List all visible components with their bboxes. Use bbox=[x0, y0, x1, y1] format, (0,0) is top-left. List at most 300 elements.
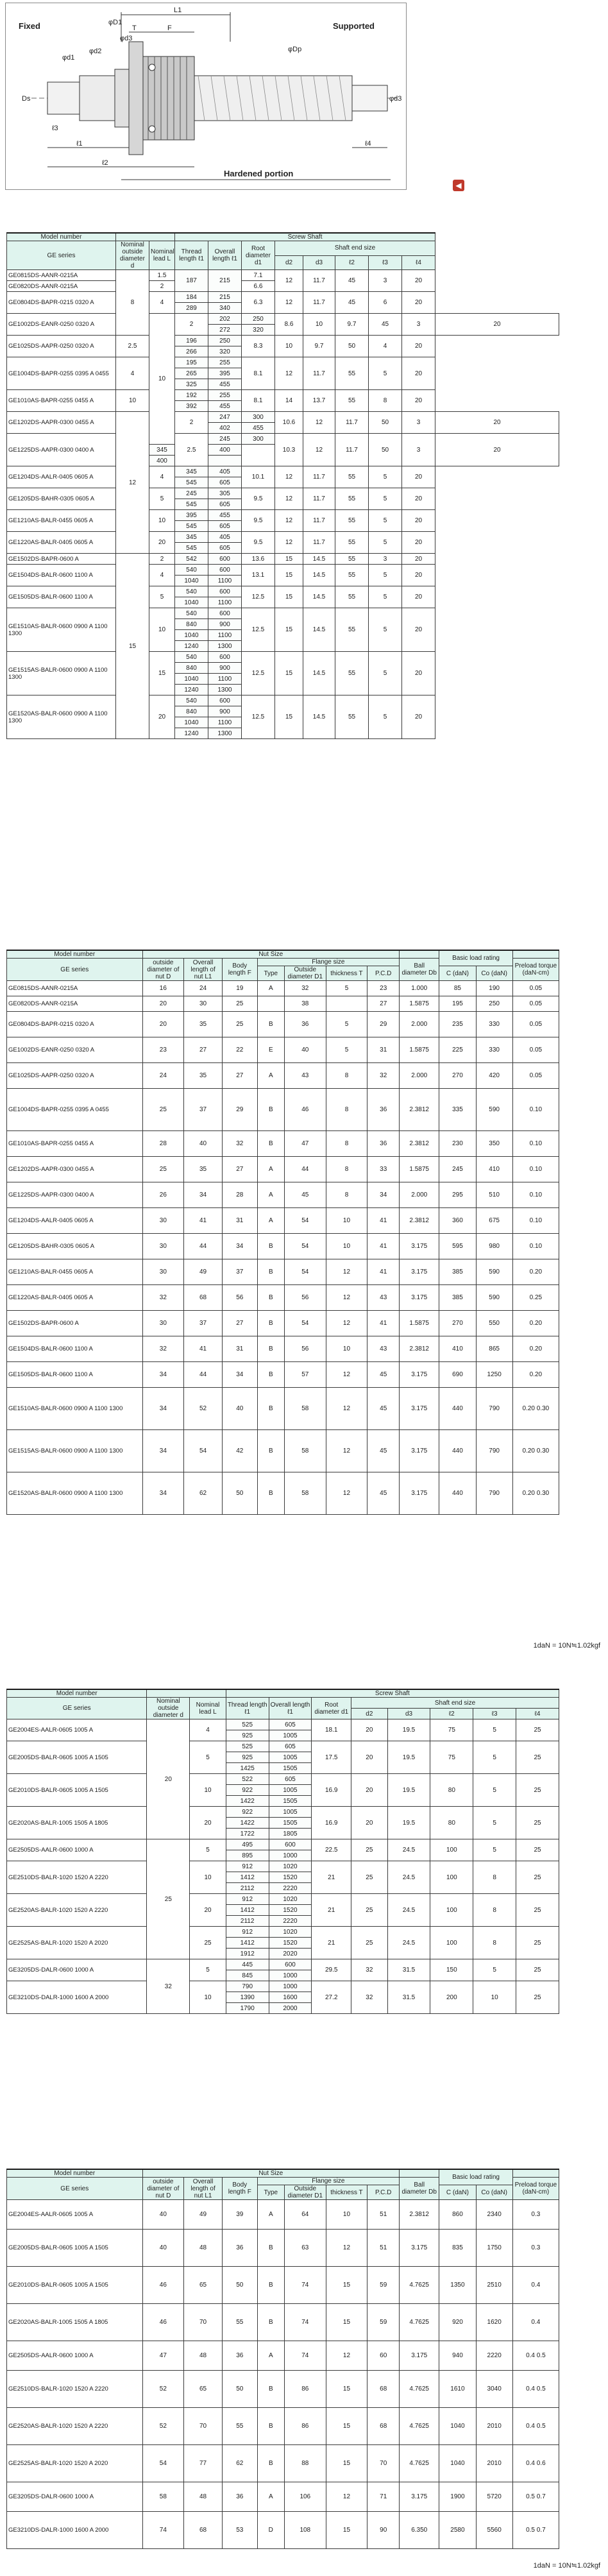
model-number-cell: GE2004ES-AALR-0605 1005 A bbox=[7, 1719, 147, 1741]
nominal-diameter-cell: 32 bbox=[147, 1959, 190, 2014]
load-co-cell: 865 bbox=[476, 1336, 512, 1362]
outside-diameter-cell: 32 bbox=[142, 1336, 184, 1362]
header-flange-od: Outside diameter D1 bbox=[284, 966, 326, 981]
d3-cell: 31.5 bbox=[387, 1959, 430, 1981]
load-co-cell: 350 bbox=[476, 1131, 512, 1157]
overall-length-cell: 2000 bbox=[269, 2003, 312, 2014]
l3-cell: 8 bbox=[473, 1927, 516, 1959]
thread-length-cell: 1412 bbox=[226, 1872, 269, 1883]
nominal-diameter-cell: 10 bbox=[149, 314, 175, 445]
overall-length-cell: 600 bbox=[269, 1959, 312, 1970]
thickness-cell: 12 bbox=[326, 1285, 367, 1311]
nominal-lead-cell: 10 bbox=[149, 510, 175, 532]
overall-length-cell: 605 bbox=[208, 477, 242, 488]
overall-length-cell: 600 bbox=[208, 554, 242, 565]
flange-od-cell: 56 bbox=[284, 1285, 326, 1311]
overall-length-cell: 2020 bbox=[269, 1949, 312, 1959]
header-nut-size: Nut Size bbox=[142, 2169, 400, 2178]
preload-cell: 0.10 bbox=[512, 1234, 559, 1259]
thread-length-cell: 495 bbox=[226, 1839, 269, 1850]
nominal-lead-cell: 2 bbox=[175, 412, 208, 434]
overall-length-cell: 1805 bbox=[269, 1829, 312, 1839]
type-cell: B bbox=[257, 2304, 284, 2341]
body-length-cell: 42 bbox=[222, 1430, 257, 1472]
header-root-diameter: Root diameter d1 bbox=[312, 1698, 351, 1719]
thread-length-cell: 912 bbox=[226, 1894, 269, 1905]
model-number-cell: GE3210DS-DALR-1000 1600 A 2000 bbox=[7, 2512, 143, 2549]
thickness-cell: 5 bbox=[326, 981, 367, 996]
ball-diameter-cell: 2.000 bbox=[400, 1063, 439, 1089]
d2-cell: 12 bbox=[275, 466, 303, 488]
overall-length-cell: 605 bbox=[208, 499, 242, 510]
overall-length-cell: 1300 bbox=[208, 685, 242, 695]
d3-cell: 9.7 bbox=[303, 336, 335, 357]
type-cell: B bbox=[257, 1089, 284, 1131]
thread-length-cell: 192 bbox=[175, 390, 208, 401]
l2-cell: 55 bbox=[335, 554, 369, 565]
load-c-cell: 440 bbox=[439, 1472, 476, 1515]
l3-cell: 5 bbox=[369, 357, 402, 390]
preload-cell: 0.10 bbox=[512, 1208, 559, 1234]
l4-cell: 25 bbox=[516, 1807, 559, 1839]
nominal-lead-cell: 5 bbox=[149, 586, 175, 608]
overall-length-cell: 1520 bbox=[269, 1938, 312, 1949]
preload-cell: 0.3 bbox=[512, 2230, 559, 2267]
l4-cell: 20 bbox=[402, 488, 435, 510]
flange-od-cell: 40 bbox=[284, 1037, 326, 1063]
root-diameter-cell: 10.6 bbox=[275, 412, 303, 434]
l4-cell: 20 bbox=[402, 554, 435, 565]
header-basic-load: Basic load rating bbox=[439, 950, 512, 966]
overall-length-cell: 70 bbox=[184, 2304, 223, 2341]
l2-cell: 55 bbox=[335, 565, 369, 586]
outside-diameter-cell: 34 bbox=[142, 1388, 184, 1430]
preload-cell: 0.4 0.6 bbox=[512, 2445, 559, 2482]
thickness-cell: 15 bbox=[326, 2371, 367, 2408]
l4-cell: 20 bbox=[402, 466, 435, 488]
overall-length-cell: 1005 bbox=[269, 1785, 312, 1796]
model-number-cell: GE1225DS-AAPR-0300 0400 A bbox=[7, 1182, 143, 1208]
overall-length-cell: 62 bbox=[184, 1472, 223, 1515]
ball-diameter-cell: 4.7625 bbox=[400, 2408, 439, 2445]
l2-cell: 150 bbox=[430, 1959, 473, 1981]
overall-length-cell: 255 bbox=[208, 390, 242, 401]
l2-cell: 55 bbox=[335, 357, 369, 390]
load-c-cell: 195 bbox=[439, 996, 476, 1012]
thread-length-cell: 1412 bbox=[226, 1905, 269, 1916]
supported-label: Supported bbox=[333, 21, 375, 31]
d3-cell: 9.7 bbox=[335, 314, 369, 336]
nominal-lead-cell: 20 bbox=[190, 1807, 226, 1839]
load-c-cell: 245 bbox=[439, 1157, 476, 1182]
header-shaft-end-size: Shaft end size bbox=[351, 1698, 559, 1709]
l2-cell: 55 bbox=[335, 390, 369, 412]
preload-cell: 0.05 bbox=[512, 1012, 559, 1037]
nominal-lead-cell: 4 bbox=[149, 292, 175, 314]
model-number-cell: GE0820DS-AANR-0215A bbox=[7, 281, 116, 292]
root-cell: 17.5 bbox=[312, 1741, 351, 1774]
dim-d2-label: φd2 bbox=[89, 47, 102, 55]
pcd-cell: 45 bbox=[367, 1388, 400, 1430]
l4-cell: 20 bbox=[402, 532, 435, 554]
d2-cell: 20 bbox=[351, 1719, 388, 1741]
header-co: Co (daN) bbox=[476, 966, 512, 981]
d2-cell: 20 bbox=[351, 1741, 388, 1774]
nominal-lead-cell: 4 bbox=[190, 1719, 226, 1741]
l4-cell: 20 bbox=[402, 357, 435, 390]
header-overall-length: Overall length of nut L1 bbox=[184, 2178, 223, 2200]
d3-cell: 14.5 bbox=[303, 652, 335, 695]
outside-diameter-cell: 46 bbox=[142, 2304, 184, 2341]
flange-od-cell: 44 bbox=[284, 1157, 326, 1182]
d2-cell: 12 bbox=[275, 292, 303, 314]
header-thread-length: Thread length ℓ1 bbox=[175, 241, 208, 270]
header-ball-diameter: Ball diameter Db bbox=[400, 2178, 439, 2200]
type-cell: B bbox=[257, 1336, 284, 1362]
header-body-length: Body length F bbox=[222, 2178, 257, 2200]
l3-cell: 8 bbox=[473, 1894, 516, 1927]
overall-length-cell: 455 bbox=[208, 379, 242, 390]
overall-length-cell: 215 bbox=[208, 270, 242, 292]
d3-cell: 11.7 bbox=[303, 466, 335, 488]
preload-cell: 0.5 0.7 bbox=[512, 2482, 559, 2512]
root-diameter-cell: 8.1 bbox=[242, 390, 275, 412]
header-blank bbox=[400, 950, 439, 959]
d2-cell: 10 bbox=[303, 314, 335, 336]
model-number-cell: GE1202DS-AAPR-0300 0455 A bbox=[7, 1157, 143, 1182]
header-blank bbox=[512, 950, 559, 959]
header-preload: Preload torque (daN-cm) bbox=[512, 959, 559, 981]
outside-diameter-cell: 52 bbox=[142, 2408, 184, 2445]
thread-length-cell: 392 bbox=[175, 401, 208, 412]
model-number-cell: GE2020AS-BALR-1005 1505 A 1805 bbox=[7, 1807, 147, 1839]
overall-length-cell: 1020 bbox=[269, 1861, 312, 1872]
l4-cell: 20 bbox=[402, 336, 435, 357]
d3-cell: 13.7 bbox=[303, 390, 335, 412]
pcd-cell: 27 bbox=[367, 996, 400, 1012]
load-co-cell: 590 bbox=[476, 1285, 512, 1311]
overall-length-cell: 250 bbox=[242, 314, 275, 325]
overall-length-cell: 600 bbox=[208, 586, 242, 597]
l3-cell: 5 bbox=[369, 695, 402, 739]
overall-length-cell: 215 bbox=[208, 292, 242, 303]
type-cell: A bbox=[257, 1182, 284, 1208]
d3-cell: 11.7 bbox=[303, 532, 335, 554]
overall-length-cell: 1100 bbox=[208, 597, 242, 608]
flange-od-cell: 56 bbox=[284, 1336, 326, 1362]
overall-length-cell: 300 bbox=[242, 434, 275, 445]
header-basic-load: Basic load rating bbox=[439, 2169, 512, 2185]
nominal-lead-cell: 5 bbox=[190, 1741, 226, 1774]
pcd-cell: 41 bbox=[367, 1259, 400, 1285]
thread-length-cell: 1040 bbox=[175, 630, 208, 641]
flange-od-cell: 74 bbox=[284, 2267, 326, 2304]
nominal-lead-cell: 1.5 bbox=[149, 270, 175, 281]
header-outside-diameter: outside diameter of nut D bbox=[142, 2178, 184, 2200]
body-length-cell: 31 bbox=[222, 1336, 257, 1362]
root-cell: 22.5 bbox=[312, 1839, 351, 1861]
thickness-cell: 12 bbox=[326, 1472, 367, 1515]
flange-od-cell: 58 bbox=[284, 1472, 326, 1515]
model-number-cell: GE2505DS-AALR-0600 1000 A bbox=[7, 2341, 143, 2371]
root-cell: 16.9 bbox=[312, 1807, 351, 1839]
pcd-cell: 51 bbox=[367, 2200, 400, 2230]
screw-shaft-table-small bbox=[6, 232, 559, 739]
model-number-cell: GE1520AS-BALR-0600 0900 A 1100 1300 bbox=[7, 1472, 143, 1515]
thread-length-cell: 1912 bbox=[226, 1949, 269, 1959]
body-length-cell: 28 bbox=[222, 1182, 257, 1208]
header-body-length: Body length F bbox=[222, 959, 257, 981]
header-pcd: P.C.D bbox=[367, 2185, 400, 2200]
overall-length-cell: 1505 bbox=[269, 1818, 312, 1829]
load-co-cell: 420 bbox=[476, 1063, 512, 1089]
header-flange-size: Flange size bbox=[257, 2178, 399, 2185]
body-length-cell: 25 bbox=[222, 996, 257, 1012]
l2-cell: 55 bbox=[335, 608, 369, 652]
outside-diameter-cell: 40 bbox=[142, 2230, 184, 2267]
overall-length-cell: 49 bbox=[184, 2200, 223, 2230]
flange-od-cell: 58 bbox=[284, 1430, 326, 1472]
model-number-cell: GE1504DS-BALR-0600 1100 A bbox=[7, 565, 116, 586]
outside-diameter-cell: 34 bbox=[142, 1472, 184, 1515]
l3-cell: 5 bbox=[473, 1839, 516, 1861]
pcd-cell: 34 bbox=[367, 1182, 400, 1208]
load-c-cell: 85 bbox=[439, 981, 476, 996]
body-length-cell: 40 bbox=[222, 1388, 257, 1430]
overall-length-cell: 455 bbox=[242, 423, 275, 434]
overall-length-cell: 340 bbox=[208, 303, 242, 314]
nominal-diameter-cell: 15 bbox=[116, 554, 149, 739]
l2-cell: 100 bbox=[430, 1861, 473, 1894]
thread-length-cell: 540 bbox=[175, 565, 208, 576]
thread-length-cell: 245 bbox=[208, 434, 242, 445]
thickness-cell: 8 bbox=[326, 1131, 367, 1157]
l4-cell: 20 bbox=[402, 608, 435, 652]
preload-cell: 0.3 bbox=[512, 2200, 559, 2230]
body-length-cell: 55 bbox=[222, 2304, 257, 2341]
l4-cell: 20 bbox=[402, 292, 435, 314]
thread-length-cell: 402 bbox=[208, 423, 242, 434]
thread-length-cell: 525 bbox=[226, 1719, 269, 1730]
d2-cell: 12 bbox=[275, 488, 303, 510]
overall-length-cell: 34 bbox=[184, 1182, 223, 1208]
ball-diameter-cell: 2.3812 bbox=[400, 1336, 439, 1362]
ball-diameter-cell: 3.175 bbox=[400, 1472, 439, 1515]
thickness-cell: 8 bbox=[326, 1182, 367, 1208]
nominal-lead-cell: 10 bbox=[190, 1774, 226, 1807]
load-co-cell: 2340 bbox=[476, 2200, 512, 2230]
thread-length-cell: 1240 bbox=[175, 728, 208, 739]
flange-od-cell: 54 bbox=[284, 1208, 326, 1234]
thickness-cell: 8 bbox=[326, 1157, 367, 1182]
model-number-cell: GE1504DS-BALR-0600 1100 A bbox=[7, 1336, 143, 1362]
l4-cell: 20 bbox=[402, 390, 435, 412]
d3-cell: 19.5 bbox=[387, 1774, 430, 1807]
overall-length-cell: 1300 bbox=[208, 641, 242, 652]
flange-od-cell: 88 bbox=[284, 2445, 326, 2482]
d3-cell: 14.5 bbox=[303, 554, 335, 565]
model-number-cell: GE0804DS-BAPR-0215 0320 A bbox=[7, 1012, 143, 1037]
thickness-cell: 15 bbox=[326, 2512, 367, 2549]
preload-cell: 0.10 bbox=[512, 1157, 559, 1182]
thickness-cell: 12 bbox=[326, 1430, 367, 1472]
header-thickness: thickness T bbox=[326, 2185, 367, 2200]
thread-length-cell: 925 bbox=[226, 1752, 269, 1763]
outside-diameter-cell: 58 bbox=[142, 2482, 184, 2512]
body-length-cell: 22 bbox=[222, 1037, 257, 1063]
overall-length-cell: 48 bbox=[184, 2341, 223, 2371]
l2-cell: 50 bbox=[369, 412, 402, 434]
thread-length-cell: 345 bbox=[149, 445, 175, 456]
model-number-cell: GE1205DS-BAHR-0305 0605 A bbox=[7, 488, 116, 510]
body-length-cell: 39 bbox=[222, 2200, 257, 2230]
overall-length-cell bbox=[208, 456, 242, 466]
body-length-cell: 50 bbox=[222, 2267, 257, 2304]
overall-length-cell: 1100 bbox=[208, 576, 242, 586]
model-number-cell: GE1505DS-BALR-0600 1100 A bbox=[7, 1362, 143, 1388]
flange-od-cell: 32 bbox=[284, 981, 326, 996]
l2-cell: 50 bbox=[335, 336, 369, 357]
thread-length-cell: 540 bbox=[175, 652, 208, 663]
pcd-cell: 32 bbox=[367, 1063, 400, 1089]
model-number-cell: GE0820DS-AANR-0215A bbox=[7, 996, 143, 1012]
d2-cell: 14 bbox=[275, 390, 303, 412]
outside-diameter-cell: 34 bbox=[142, 1430, 184, 1472]
load-co-cell: 790 bbox=[476, 1388, 512, 1430]
flange-od-cell: 46 bbox=[284, 1089, 326, 1131]
model-number-cell: GE3205DS-DALR-0600 1000 A bbox=[7, 1959, 147, 1981]
overall-length-cell: 1100 bbox=[208, 717, 242, 728]
root-diameter-cell: 8.3 bbox=[242, 336, 275, 357]
load-co-cell: 1250 bbox=[476, 1362, 512, 1388]
l2-cell: 55 bbox=[335, 652, 369, 695]
l3-cell: 8 bbox=[369, 390, 402, 412]
d2-cell: 12 bbox=[275, 510, 303, 532]
preload-cell: 0.20 bbox=[512, 1336, 559, 1362]
l2-cell: 80 bbox=[430, 1774, 473, 1807]
body-length-cell: 50 bbox=[222, 2371, 257, 2408]
outside-diameter-cell: 20 bbox=[142, 1012, 184, 1037]
overall-length-cell: 600 bbox=[208, 652, 242, 663]
load-co-cell: 5720 bbox=[476, 2482, 512, 2512]
thread-length-cell: 272 bbox=[208, 325, 242, 336]
pcd-cell: 68 bbox=[367, 2408, 400, 2445]
thread-length-cell: 2112 bbox=[226, 1916, 269, 1927]
type-cell: A bbox=[257, 2200, 284, 2230]
root-cell: 18.1 bbox=[312, 1719, 351, 1741]
overall-length-cell: 600 bbox=[208, 695, 242, 706]
l2-cell: 55 bbox=[335, 510, 369, 532]
type-cell: B bbox=[257, 1259, 284, 1285]
header-l3: ℓ3 bbox=[473, 1709, 516, 1719]
pcd-cell: 43 bbox=[367, 1285, 400, 1311]
arrow-left-icon[interactable]: ◀ bbox=[453, 180, 464, 191]
load-co-cell: 5560 bbox=[476, 2512, 512, 2549]
l4-cell: 20 bbox=[402, 510, 435, 532]
nominal-lead-cell: 5 bbox=[190, 1959, 226, 1981]
pcd-cell: 59 bbox=[367, 2267, 400, 2304]
header-overall-length: Overall length ℓ1 bbox=[269, 1698, 312, 1719]
load-c-cell: 920 bbox=[439, 2304, 476, 2341]
l2-cell: 50 bbox=[369, 434, 402, 466]
preload-cell: 0.20 bbox=[512, 1311, 559, 1336]
preload-cell: 0.10 bbox=[512, 1131, 559, 1157]
header-l3: ℓ3 bbox=[369, 255, 402, 270]
l2-cell: 55 bbox=[335, 532, 369, 554]
l3-cell: 5 bbox=[369, 652, 402, 695]
d2-cell: 25 bbox=[351, 1839, 388, 1861]
overall-length-cell: 320 bbox=[242, 325, 275, 336]
thread-length-cell: 540 bbox=[175, 608, 208, 619]
dim-l2-label: ℓ2 bbox=[102, 159, 108, 167]
d3-cell: 11.7 bbox=[335, 434, 369, 466]
d3-cell: 11.7 bbox=[303, 292, 335, 314]
type-cell: B bbox=[257, 2408, 284, 2445]
type-cell: A bbox=[257, 1063, 284, 1089]
dim-d3-label: φd3 bbox=[120, 35, 133, 42]
outside-diameter-cell: 16 bbox=[142, 981, 184, 996]
overall-length-cell: 395 bbox=[208, 368, 242, 379]
l3-cell: 3 bbox=[402, 412, 435, 434]
model-number-cell: GE1505DS-BALR-0600 1100 A bbox=[7, 586, 116, 608]
outside-diameter-cell: 30 bbox=[142, 1311, 184, 1336]
unit-note: 1daN = 10N≒1.02kgf bbox=[533, 1642, 600, 1650]
ball-diameter-cell: 1.5875 bbox=[400, 1311, 439, 1336]
flange-od-cell: 74 bbox=[284, 2304, 326, 2341]
overall-length-cell: 77 bbox=[184, 2445, 223, 2482]
load-c-cell: 385 bbox=[439, 1285, 476, 1311]
load-co-cell: 3040 bbox=[476, 2371, 512, 2408]
model-number-cell: GE1515AS-BALR-0600 0900 A 1100 1300 bbox=[7, 652, 116, 695]
ball-diameter-cell: 2.3812 bbox=[400, 1208, 439, 1234]
nominal-lead-cell: 2 bbox=[175, 314, 208, 336]
body-length-cell: 19 bbox=[222, 981, 257, 996]
type-cell: B bbox=[257, 1311, 284, 1336]
model-number-cell: GE0815DS-AANR-0215A bbox=[7, 981, 143, 996]
model-number-cell: GE3210DS-DALR-1000 1600 A 2000 bbox=[7, 1981, 147, 2014]
overall-length-cell: 37 bbox=[184, 1089, 223, 1131]
thread-length-cell: 925 bbox=[226, 1730, 269, 1741]
root-diameter-cell: 7.1 bbox=[242, 270, 275, 281]
header-blank bbox=[512, 2169, 559, 2178]
l4-cell: 20 bbox=[435, 412, 559, 434]
overall-length-cell: 605 bbox=[208, 521, 242, 532]
thread-length-cell: 922 bbox=[226, 1785, 269, 1796]
outside-diameter-cell: 34 bbox=[142, 1362, 184, 1388]
pcd-cell: 36 bbox=[367, 1089, 400, 1131]
header-pcd: P.C.D bbox=[367, 966, 400, 981]
header-type: Type bbox=[257, 966, 284, 981]
preload-cell: 0.20 0.30 bbox=[512, 1472, 559, 1515]
thickness-cell: 10 bbox=[326, 1336, 367, 1362]
header-model-number: Model number bbox=[7, 233, 116, 241]
thread-length-cell: 912 bbox=[226, 1861, 269, 1872]
overall-length-cell: 455 bbox=[208, 401, 242, 412]
l2-cell: 100 bbox=[430, 1927, 473, 1959]
load-c-cell: 235 bbox=[439, 1012, 476, 1037]
overall-length-cell: 49 bbox=[184, 1259, 223, 1285]
l4-cell: 20 bbox=[402, 565, 435, 586]
thread-length-cell: 184 bbox=[175, 292, 208, 303]
thickness-cell: 12 bbox=[326, 2230, 367, 2267]
load-c-cell: 230 bbox=[439, 1131, 476, 1157]
header-blank bbox=[116, 233, 175, 241]
overall-length-cell: 68 bbox=[184, 2512, 223, 2549]
model-number-cell: GE2004ES-AALR-0605 1005 A bbox=[7, 2200, 143, 2230]
overall-length-cell: 1000 bbox=[269, 1850, 312, 1861]
load-co-cell: 550 bbox=[476, 1311, 512, 1336]
d3-cell: 24.5 bbox=[387, 1894, 430, 1927]
